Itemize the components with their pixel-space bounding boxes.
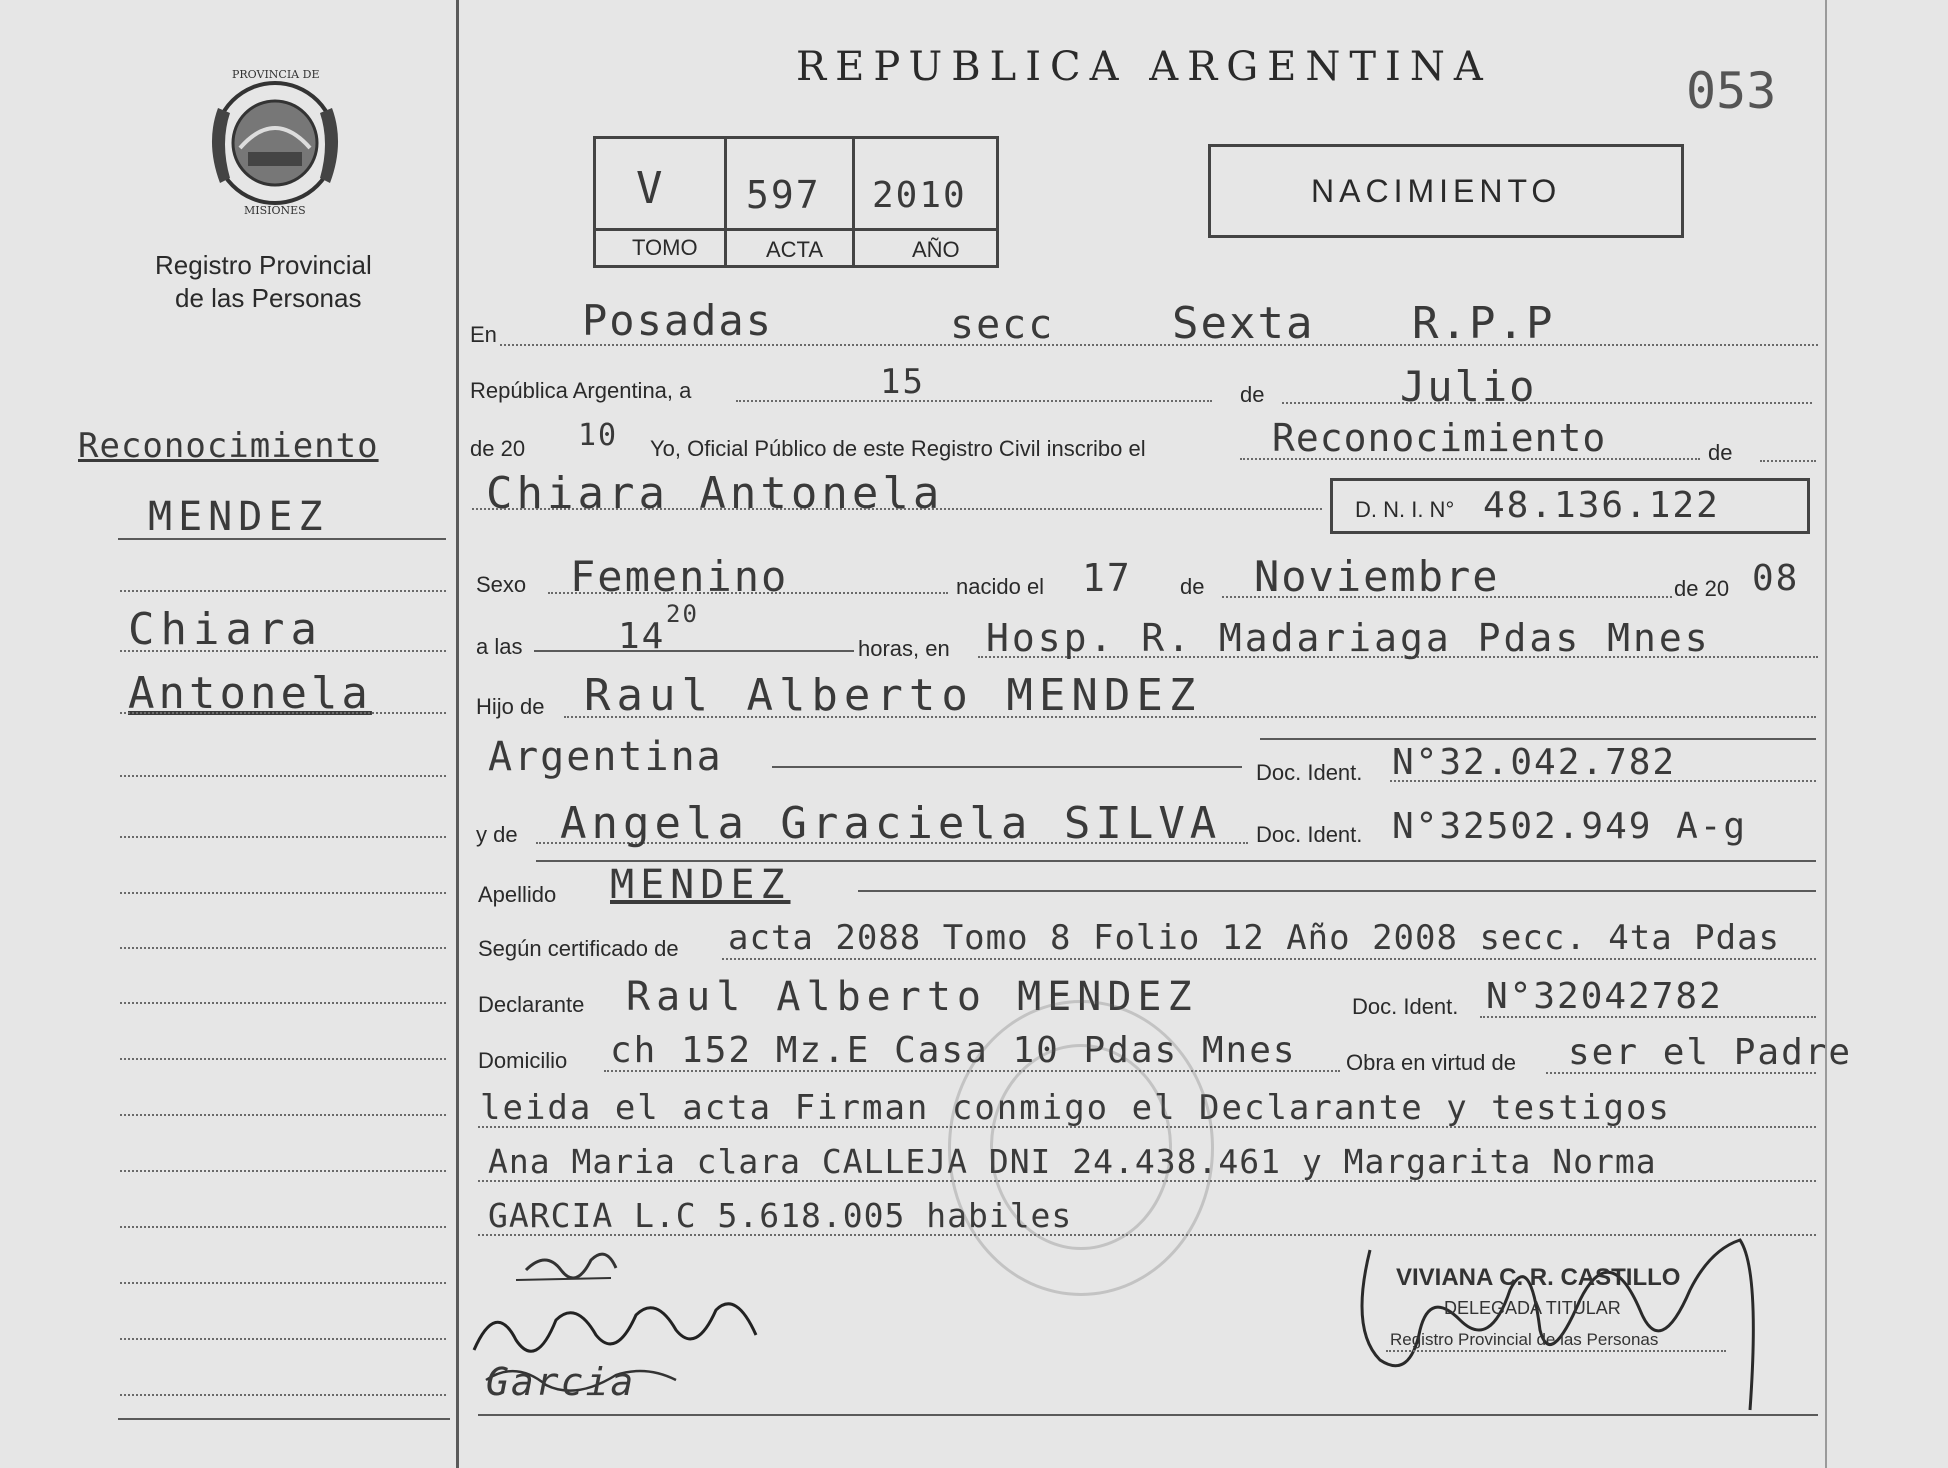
yde-label: y de xyxy=(476,822,518,847)
official-name: VIVIANA C. R. CASTILLO xyxy=(1396,1264,1681,1291)
dni-label: D. N. I. N° xyxy=(1355,497,1455,522)
oficial-text: Yo, Oficial Público de este Registro Civil inscribo el xyxy=(650,436,1146,461)
birth-day-value: 17 xyxy=(1082,556,1132,600)
field-line xyxy=(736,400,1212,402)
anio-value: 2010 xyxy=(872,175,967,216)
text-line-1: leida el acta Firman conmigo el Declarante y testigos xyxy=(480,1088,1671,1128)
apellido-label: Apellido xyxy=(478,882,557,907)
domicilio-label: Domicilio xyxy=(478,1048,568,1073)
doc-type-label: NACIMIENTO xyxy=(1311,173,1562,209)
doc-type-box xyxy=(1208,144,1684,238)
year-value: 10 xyxy=(578,418,619,453)
field-line xyxy=(1760,460,1816,462)
father-nat-value: Argentina xyxy=(488,734,723,780)
text-line-3: GARCIA L.C 5.618.005 habiles xyxy=(488,1196,1073,1235)
declarante-label: Declarante xyxy=(478,992,585,1017)
day-value: 15 xyxy=(880,362,925,402)
margin-line xyxy=(120,1394,446,1396)
official-stamp-inner-icon xyxy=(990,1044,1172,1250)
acta-value: 597 xyxy=(746,173,821,217)
alas-label: a las xyxy=(476,634,523,659)
field-line xyxy=(534,650,854,652)
place-value: Posadas xyxy=(582,296,774,345)
field-line xyxy=(1260,738,1816,740)
margin-line xyxy=(120,1282,446,1284)
rpp-value: R.P.P xyxy=(1412,298,1555,349)
margin-line xyxy=(120,1338,446,1340)
margin-note: Reconocimiento xyxy=(78,426,379,466)
segun-label: Según certificado de xyxy=(478,936,679,961)
margin-name1: Chiara xyxy=(128,604,323,655)
province-seal-icon xyxy=(200,68,350,218)
margin-name2: Antonela xyxy=(128,668,372,719)
mother-value: Angela Graciela SILVA xyxy=(560,798,1222,849)
republica-label: República Argentina, a xyxy=(470,378,692,403)
field-line xyxy=(722,958,1816,960)
declarante-doc-value: N°32042782 xyxy=(1486,976,1723,1017)
apellido-value: MENDEZ xyxy=(610,862,791,908)
obra-label: Obra en virtud de xyxy=(1346,1050,1516,1075)
signature-line xyxy=(1386,1350,1726,1352)
seal-top-text: PROVINCIA DE xyxy=(232,68,320,81)
obra-value: ser el Padre xyxy=(1568,1032,1853,1073)
doc-ident-label: Doc. Ident. xyxy=(1352,994,1459,1019)
acta-label: ACTA xyxy=(766,237,824,262)
dni-value: 48.136.122 xyxy=(1483,485,1720,526)
official-title: DELEGADA TITULAR xyxy=(1444,1298,1621,1318)
de-label2: de xyxy=(1708,440,1733,465)
document-number: 053 xyxy=(1686,62,1777,120)
sexo-label: Sexo xyxy=(476,572,527,597)
margin-line xyxy=(120,1226,446,1228)
country-title: REPUBLICA ARGENTINA xyxy=(796,44,1492,90)
registry-name-line2: de las Personas xyxy=(175,283,362,313)
hour-sup-value: 20 xyxy=(666,600,699,628)
horas-label: horas, en xyxy=(858,636,950,661)
margin-bottom-rule xyxy=(118,1418,450,1420)
field-line xyxy=(772,766,1242,768)
secc-value: secc xyxy=(950,302,1055,348)
margin-surname: MENDEZ xyxy=(148,494,329,540)
text-line-2: Ana Maria clara CALLEJA DNI 24.438.461 y Margarita Norma xyxy=(488,1142,1657,1181)
dni-box xyxy=(1330,478,1810,534)
official-signature-icon xyxy=(1340,1210,1780,1430)
official-org: Registro Provincial de las Personas xyxy=(1390,1330,1659,1349)
sexta-value: Sexta xyxy=(1172,298,1315,349)
tomo-value: V xyxy=(636,163,665,214)
margin-line xyxy=(120,650,446,652)
margin-line xyxy=(120,1002,446,1004)
mother-doc-value: N°32502.949 A-g xyxy=(1392,806,1748,847)
sexo-value: Femenino xyxy=(570,552,789,601)
certificado-value: acta 2088 Tomo 8 Folio 12 Año 2008 secc. 4ta Pdas xyxy=(728,918,1781,958)
father-value: Raul Alberto MENDEZ xyxy=(584,670,1202,721)
hijo-label: Hijo de xyxy=(476,694,545,719)
hour-value: 14 xyxy=(618,616,666,657)
declarante-value: Raul Alberto MENDEZ xyxy=(626,974,1198,1020)
birth-year-value: 08 xyxy=(1752,558,1800,599)
inscribo-value: Reconocimiento xyxy=(1272,416,1607,460)
field-line xyxy=(472,508,1322,510)
child-name-value: Chiara Antonela xyxy=(486,468,944,519)
margin-line xyxy=(120,1114,446,1116)
margin-rule xyxy=(118,538,446,540)
de-label: de xyxy=(1240,382,1265,407)
de20-label2: de 20 xyxy=(1674,576,1730,601)
registry-name-line1: Registro Provincial xyxy=(155,250,372,280)
witness-signature-text: Garcia xyxy=(486,1360,636,1404)
field-line xyxy=(1282,402,1812,404)
margin-line xyxy=(120,836,446,838)
margin-line xyxy=(120,590,446,592)
father-doc-value: N°32.042.782 xyxy=(1392,742,1677,783)
domicilio-value: ch 152 Mz.E Casa 10 Pdas Mnes xyxy=(610,1030,1297,1071)
seal-bottom-text: MISIONES xyxy=(244,204,306,217)
de20-label: de 20 xyxy=(470,436,526,461)
margin-line xyxy=(120,947,446,949)
margin-line xyxy=(120,892,446,894)
nacido-label: nacido el xyxy=(956,574,1045,599)
doc-ident-label: Doc. Ident. xyxy=(1256,822,1363,847)
margin-line xyxy=(120,1058,446,1060)
book-reference-table xyxy=(593,136,999,268)
en-label: En xyxy=(470,322,497,347)
doc-ident-label: Doc. Ident. xyxy=(1256,760,1363,785)
margin-line xyxy=(120,712,446,714)
month-value: Julio xyxy=(1400,362,1537,411)
column-divider xyxy=(456,0,459,1468)
tomo-label: TOMO xyxy=(632,235,698,260)
margin-line xyxy=(120,1170,446,1172)
anio-label: AÑO xyxy=(912,237,960,262)
field-line xyxy=(858,890,1816,892)
birth-month-value: Noviembre xyxy=(1254,552,1500,601)
de-label3: de xyxy=(1180,574,1205,599)
birth-place-value: Hosp. R. Madariaga Pdas Mnes xyxy=(986,616,1711,660)
margin-line xyxy=(120,775,446,777)
page-edge xyxy=(1825,0,1827,1468)
